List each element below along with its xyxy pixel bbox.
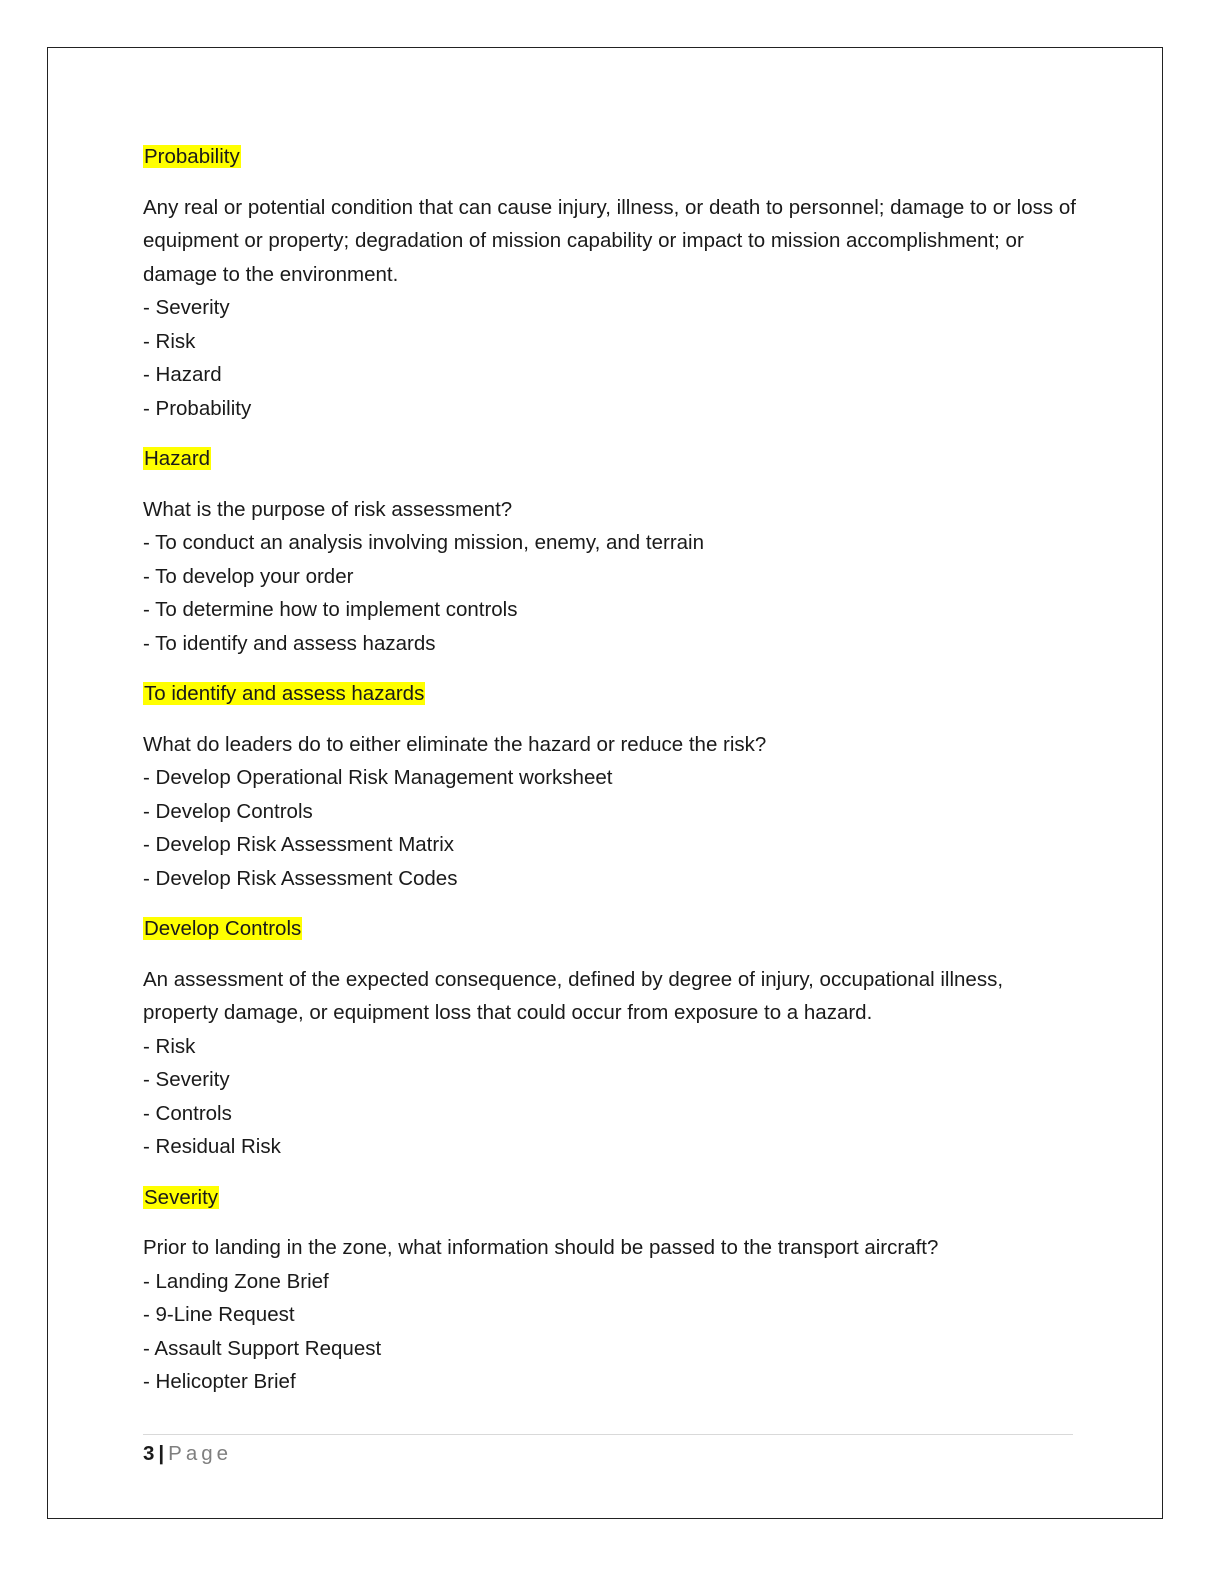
answer-option: - Hazard (143, 363, 222, 386)
document-body (143, 140, 1083, 1416)
answer-option: - Severity (143, 296, 230, 319)
answer-option: - To conduct an analysis involving mission, enemy, and terrain (143, 531, 704, 554)
answer-option: - To develop your order (143, 564, 354, 588)
answer-option: - Develop Risk Assessment Matrix (143, 833, 455, 856)
answer-option: - Develop Risk Assessment Codes (143, 866, 458, 890)
question-block (143, 493, 1083, 661)
answer-option: - Probability (143, 396, 252, 420)
answer-option: - Develop Operational Risk Management worksheet (143, 766, 613, 789)
highlighted-answer: Probability (144, 145, 240, 168)
highlighted-answer: Develop Controls (144, 917, 302, 940)
answer-option: - Residual Risk (143, 1135, 281, 1158)
answer-option: - Develop Controls (143, 799, 313, 823)
question-text: An assessment of the expected consequence, defined by degree of injury, occupational illness, property damage, or equipment loss that could occur from exposure to a hazard. (143, 967, 1004, 1024)
answer-option: - 9-Line Request (143, 1303, 295, 1326)
question-block (143, 963, 1083, 1164)
answer-option: - Severity (143, 1068, 230, 1091)
question-text: Any real or potential condition that can cause injury, illness, or death to personnel; damage to or loss of equipment or property; degradation of mission capability or impact to mission accomplishment; or damage to the environment. (143, 195, 1076, 286)
question-block (143, 1231, 1083, 1399)
answer-option: - Landing Zone Brief (143, 1269, 329, 1293)
question-block (143, 728, 1083, 896)
footer-separator: | (158, 1442, 165, 1465)
question-text: What is the purpose of risk assessment? (143, 497, 513, 521)
question-block (143, 191, 1083, 426)
answer-option: - Risk (143, 329, 196, 353)
highlighted-answer: Severity (144, 1185, 219, 1209)
answer-option: - Helicopter Brief (143, 1370, 296, 1393)
answer-option: - Risk (143, 1034, 196, 1058)
highlighted-answer: Hazard (144, 447, 211, 470)
answer-option: - Assault Support Request (143, 1336, 382, 1360)
question-text: What do leaders do to either eliminate the hazard or reduce the risk? (143, 732, 767, 756)
page-number: 3 (143, 1442, 155, 1465)
highlighted-answer: To identify and assess hazards (144, 682, 425, 705)
answer-option: - Controls (143, 1101, 232, 1125)
page-label: Page (168, 1442, 233, 1465)
answer-option: - To identify and assess hazards (143, 631, 436, 655)
footer-divider (143, 1434, 1073, 1435)
answer-option: - To determine how to implement controls (143, 598, 518, 621)
page-footer (143, 1440, 232, 1468)
question-text: Prior to landing in the zone, what information should be passed to the transport aircraft? (143, 1236, 939, 1259)
